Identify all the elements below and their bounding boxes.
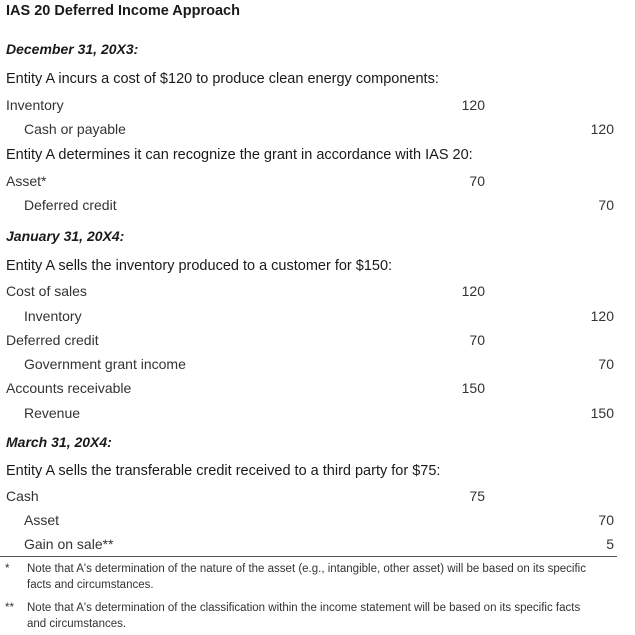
- journal-line: [0, 121, 635, 143]
- journal-line: [0, 536, 635, 558]
- credit-amount: 5: [606, 536, 614, 552]
- entry-description: Entity A determines it can recognize the grant in accordance with IAS 20:: [6, 147, 473, 163]
- journal-line: [0, 97, 635, 119]
- debit-amount: 70: [469, 332, 485, 348]
- journal-line: [0, 488, 635, 510]
- journal-line: [0, 512, 635, 534]
- account-name: Asset: [24, 512, 60, 528]
- journal-line: [0, 332, 635, 354]
- journal-line: [0, 197, 635, 219]
- account-name: Cash: [6, 488, 39, 504]
- debit-amount: 120: [461, 97, 485, 113]
- footnote-text: Note that A's determination of the nature of the asset (e.g., intangible, other asset) will be based on its specific facts and circumstances.: [27, 563, 586, 591]
- journal-line: [0, 308, 635, 330]
- debit-amount: 150: [461, 380, 485, 396]
- credit-amount: 70: [598, 356, 614, 372]
- debit-amount: 120: [461, 283, 485, 299]
- credit-amount: 70: [598, 512, 614, 528]
- section-date: January 31, 20X4:: [6, 228, 125, 244]
- account-name: Government grant income: [24, 356, 186, 372]
- account-name: Inventory: [24, 308, 82, 324]
- account-name: Inventory: [6, 97, 64, 113]
- account-name: Gain on sale**: [24, 536, 114, 552]
- account-name: Cash or payable: [24, 121, 126, 137]
- account-name: Deferred credit: [6, 332, 99, 348]
- account-name: Revenue: [24, 405, 81, 421]
- credit-amount: 70: [598, 197, 614, 213]
- footnote-divider: [0, 556, 617, 557]
- section-date: March 31, 20X4:: [6, 434, 112, 450]
- entry-description: Entity A sells the inventory produced to a customer for $150:: [6, 258, 393, 274]
- section-date: December 31, 20X3:: [6, 41, 139, 57]
- journal-line: [0, 356, 635, 378]
- journal-line: [0, 405, 635, 427]
- credit-amount: 120: [590, 121, 614, 137]
- footnote-text: Note that A's determination of the classification within the income statement will be based on its specific facts and circumstances.: [27, 602, 581, 630]
- account-name: Asset*: [6, 173, 47, 189]
- debit-amount: 70: [469, 173, 485, 189]
- account-name: Cost of sales: [6, 283, 87, 299]
- journal-line: [0, 173, 635, 195]
- credit-amount: 150: [590, 405, 614, 421]
- journal-line: [0, 380, 635, 402]
- account-name: Accounts receivable: [6, 380, 132, 396]
- page-title: IAS 20 Deferred Income Approach: [6, 3, 240, 19]
- footnote-mark: *: [5, 563, 10, 575]
- entry-description: Entity A incurs a cost of $120 to produce clean energy components:: [6, 71, 439, 87]
- credit-amount: 120: [590, 308, 614, 324]
- footnote-mark: **: [5, 602, 14, 614]
- account-name: Deferred credit: [24, 197, 117, 213]
- journal-line: [0, 283, 635, 305]
- debit-amount: 75: [469, 488, 485, 504]
- entry-description: Entity A sells the transferable credit received to a third party for $75:: [6, 463, 441, 479]
